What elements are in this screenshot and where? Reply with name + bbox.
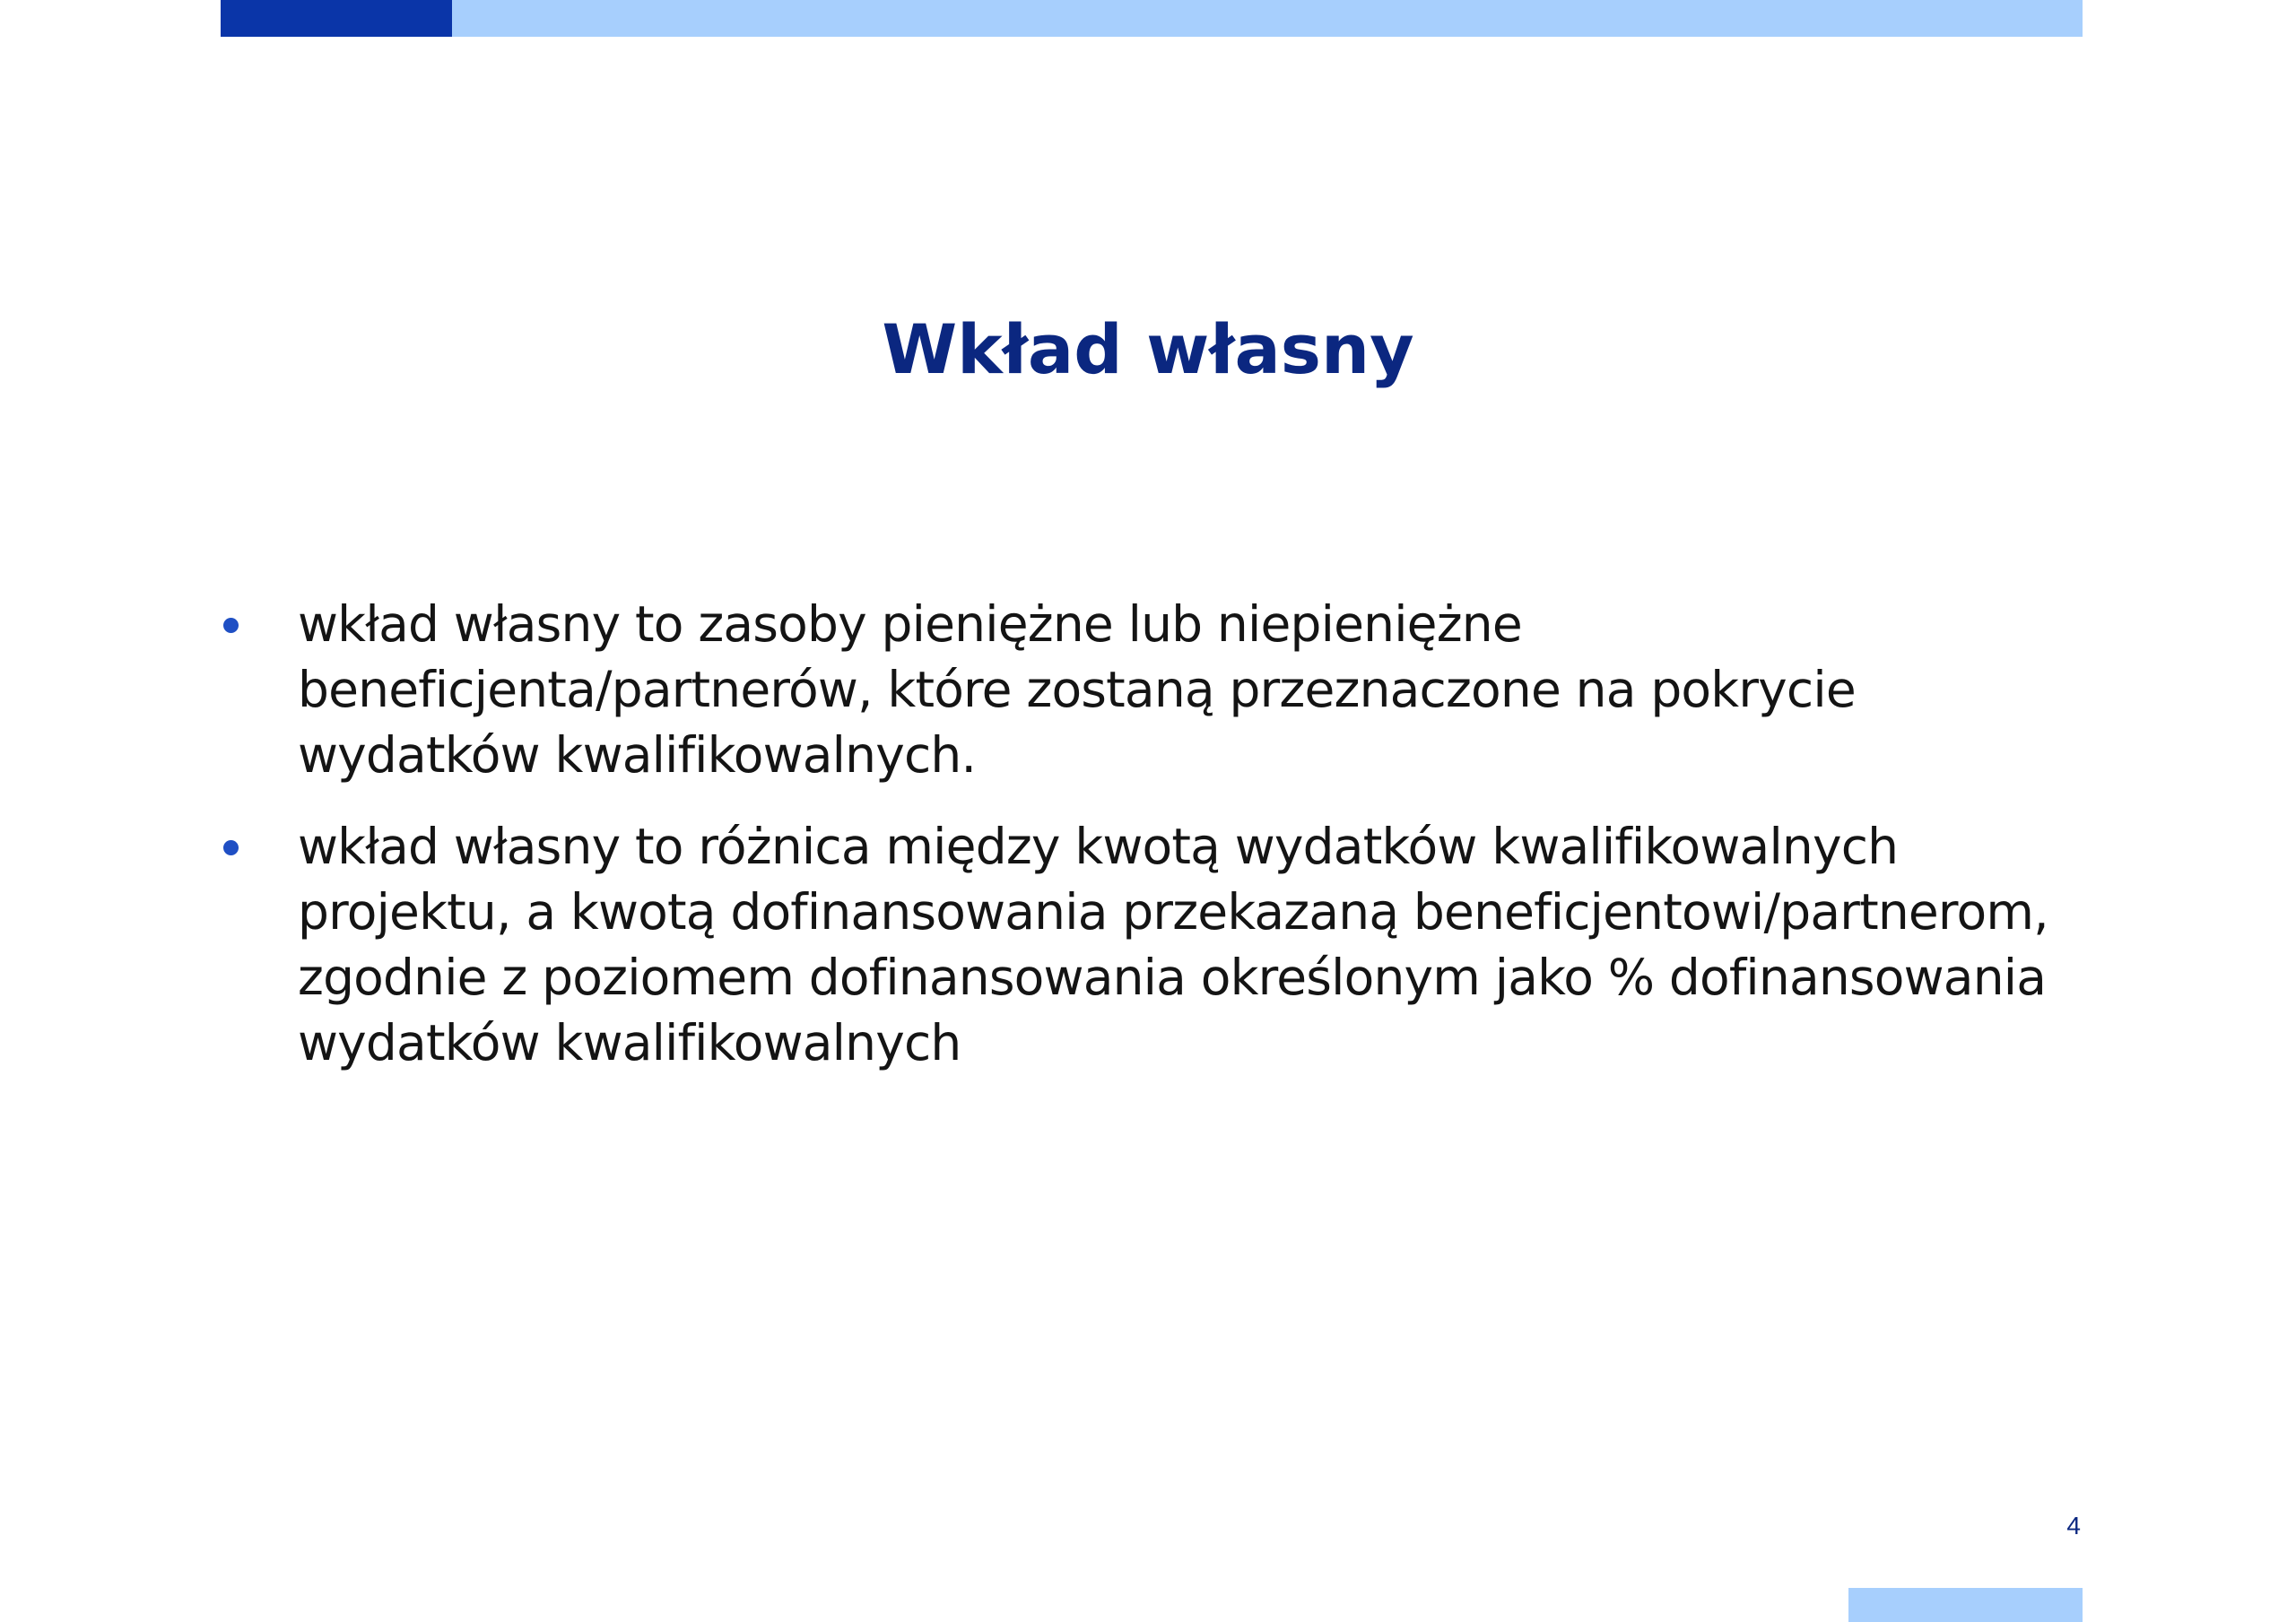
bullet-text: wkład własny to różnica między kwotą wydatków kwalifikowalnych projektu, a kwotą dofinansowania przekazaną beneficjentowi/partnerom, zgodnie z poziomem dofinansowania określonym jako % dofinansowania wydatków kwalifikowalnych xyxy=(298,818,2048,1071)
bullet-text: wkład własny to zasoby pieniężne lub niepieniężne beneficjenta/partnerów, które zostaną przeznaczone na pokrycie wydatków kwalifikowalnych. xyxy=(298,595,1856,784)
bullet-item-1 xyxy=(215,592,2090,788)
bullet-dot-icon xyxy=(223,618,239,633)
top-accent-bar xyxy=(221,0,2083,37)
bullet-dot-icon xyxy=(223,840,239,855)
bullet-item-2 xyxy=(215,814,2090,1076)
slide-title: Wkład własny xyxy=(882,309,1414,389)
top-accent-block xyxy=(221,0,452,37)
page-number: 4 xyxy=(2066,1512,2081,1540)
bottom-accent-bar xyxy=(1848,1588,2083,1622)
bullet-list xyxy=(215,592,2090,1102)
